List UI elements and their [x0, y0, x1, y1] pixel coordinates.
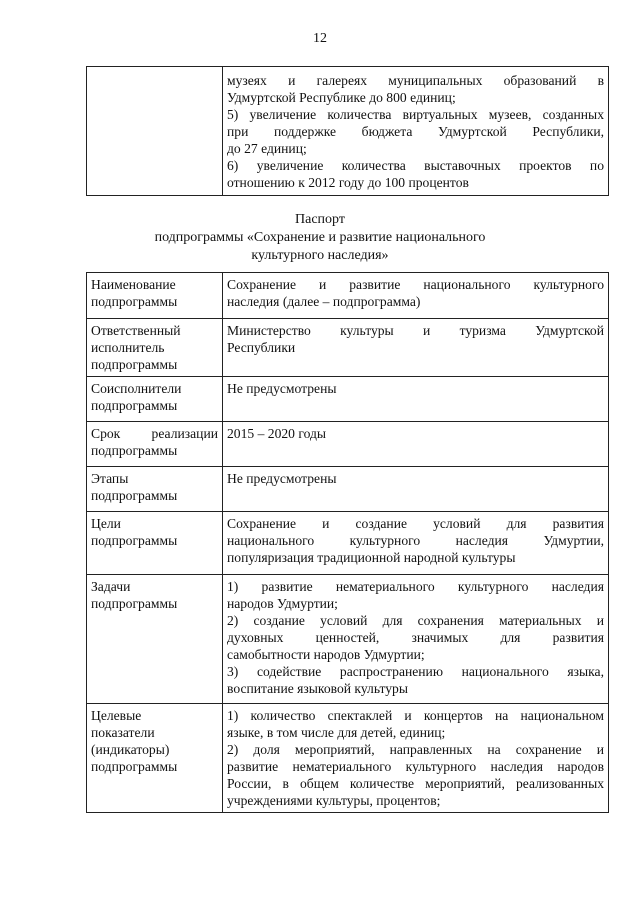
label-line: Срок реализации: [91, 426, 218, 441]
table-row: [87, 575, 609, 704]
label-line: Целевые: [91, 708, 142, 723]
row-value-cell: [223, 319, 609, 377]
row-label-cell: [87, 422, 223, 467]
value-line: учреждениями культуры, процентов;: [227, 793, 441, 808]
text-line: Удмуртской Республике до 800 единиц;: [227, 90, 456, 105]
table-row: [87, 377, 609, 422]
row-label-cell: [87, 319, 223, 377]
label-line: подпрограммы: [91, 759, 178, 774]
value-line: духовных ценностей, значимых для развития: [227, 630, 604, 645]
value-line: Министерство культуры и туризма Удмуртской: [227, 323, 604, 338]
text-line: музеях и галереях муниципальных образований в: [227, 73, 604, 88]
row-label-cell: [87, 575, 223, 704]
table-row: [87, 512, 609, 575]
passport-table: [86, 272, 609, 813]
label-line: Соисполнители: [91, 381, 182, 396]
text-line: 6) увеличение количества выставочных проектов по: [227, 158, 604, 173]
value-line: Сохранение и развитие национального культурного: [227, 277, 604, 292]
label-line: (индикаторы): [91, 742, 170, 757]
label-line: подпрограммы: [91, 357, 178, 372]
passport-subtitle-line-1: подпрограммы «Сохранение и развитие национального: [154, 230, 486, 245]
value-line: 2015 – 2020 годы: [227, 426, 327, 441]
passport-subtitle-line-2: культурного наследия»: [251, 248, 389, 263]
text-line: отношению к 2012 году до 100 процентов: [227, 175, 469, 190]
table-row: [87, 273, 609, 319]
value-line: 1) количество спектаклей и концертов на национальном: [227, 708, 604, 723]
value-line: наследия (далее – подпрограмма): [227, 294, 421, 309]
label-line: подпрограммы: [91, 294, 178, 309]
label-line: подпрограммы: [91, 398, 178, 413]
value-line: самобытности народов Удмуртии;: [227, 647, 425, 662]
text-line: 5) увеличение количества виртуальных музеев, созданных: [227, 107, 604, 122]
value-line: 2) доля мероприятий, направленных на сохранение и: [227, 742, 604, 757]
value-line: народов Удмуртии;: [227, 596, 338, 611]
value-line: Республики: [227, 340, 296, 355]
table-row: [87, 319, 609, 377]
label-line: Этапы: [91, 471, 129, 486]
row-value-cell: [223, 704, 609, 813]
value-line: 2) создание условий для сохранения материальных и: [227, 613, 604, 628]
row-value-cell: [223, 512, 609, 575]
value-line: популяризация традиционной народной культуры: [227, 550, 516, 565]
value-line: национального культурного наследия Удмуртии,: [227, 533, 604, 548]
row-label-cell: [87, 704, 223, 813]
page-number: 12: [313, 31, 327, 46]
label-line: подпрограммы: [91, 533, 178, 548]
text-line: при поддержке бюджета Удмуртской Республики,: [227, 124, 604, 139]
label-line: исполнитель: [91, 340, 165, 355]
empty-label-cell: [87, 67, 223, 196]
label-line: Задачи: [91, 579, 131, 594]
value-line: Сохранение и создание условий для развития: [227, 516, 604, 531]
row-value-cell: [223, 575, 609, 704]
table-row: [87, 704, 609, 813]
value-line: воспитание языковой культуры: [227, 681, 408, 696]
continuation-table: [86, 66, 609, 196]
row-value-cell: [223, 273, 609, 319]
table-row: [87, 467, 609, 512]
label-line: Наименование: [91, 277, 176, 292]
row-label-cell: [87, 273, 223, 319]
passport-title: Паспорт: [295, 212, 345, 227]
value-line: Не предусмотрены: [227, 471, 337, 486]
label-line: подпрограммы: [91, 596, 178, 611]
value-line: 3) содействие распространению национального языка,: [227, 664, 604, 679]
label-line: Цели: [91, 516, 121, 531]
row-label-cell: [87, 512, 223, 575]
table-row: [87, 422, 609, 467]
label-line: Ответственный: [91, 323, 181, 338]
row-label-cell: [87, 467, 223, 512]
value-line: 1) развитие нематериального культурного наследия: [227, 579, 604, 594]
label-line: подпрограммы: [91, 443, 178, 458]
label-line: показатели: [91, 725, 155, 740]
value-line: языке, в том числе для детей, единиц;: [227, 725, 446, 740]
row-value-cell: [223, 422, 609, 467]
value-line: развитие нематериального культурного наследия народов: [227, 759, 604, 774]
table-row: [87, 67, 609, 196]
text-line: до 27 единиц;: [227, 141, 307, 156]
label-line: подпрограммы: [91, 488, 178, 503]
value-cell: [223, 67, 609, 196]
value-line: России, в общем количестве мероприятий, реализованных: [227, 776, 604, 791]
row-value-cell: [223, 467, 609, 512]
row-label-cell: [87, 377, 223, 422]
value-line: Не предусмотрены: [227, 381, 337, 396]
row-value-cell: [223, 377, 609, 422]
